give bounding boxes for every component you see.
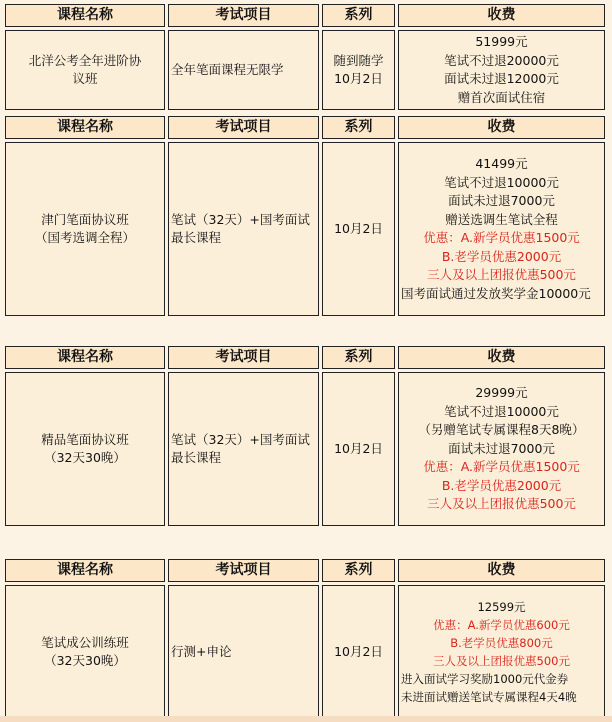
fee-line: 进入面试学习奖励1000元代金券 [401, 672, 569, 686]
course-table-2 [2, 113, 608, 319]
course-name: 精品笔面协议班（32天30晚） [5, 372, 165, 526]
fee-line: 51999元 [475, 34, 528, 49]
course-table-3 [2, 343, 608, 529]
fee-cell [398, 30, 605, 110]
header-exam-item: 考试项目 [168, 559, 319, 582]
table-header-row [5, 559, 605, 582]
header-exam-item: 考试项目 [168, 116, 319, 139]
series-cell [322, 585, 395, 719]
discount-line: B.老学员优惠800元 [450, 636, 553, 650]
fee-line: 笔试不过退10000元 [444, 174, 559, 190]
fee-line: 赠首次面试住宿 [457, 89, 546, 105]
discount-line: 优惠：A.新学员优惠600元 [433, 618, 570, 632]
table-header-row [5, 346, 605, 369]
fee-cell [398, 142, 605, 316]
table-row [5, 142, 605, 316]
header-course-name: 课程名称 [5, 4, 165, 27]
discount-line: 优惠：A.新学员优惠1500元 [423, 230, 580, 245]
fee-line: 面试未过退12000元 [444, 71, 559, 86]
discount-line: 三人及以上团报优惠500元 [433, 654, 570, 668]
exam-item: 行测+申论 [168, 585, 319, 719]
exam-item: 笔试（32天）+国考面试最长课程 [168, 372, 319, 526]
fee-line: 笔试不过退20000元 [444, 52, 559, 68]
header-course-name: 课程名称 [5, 346, 165, 369]
fee-line: 面试未过退7000元 [448, 193, 555, 208]
table-row [5, 372, 605, 526]
discount-line: 优惠：A.新学员优惠1500元 [423, 459, 580, 475]
discount-line: B.老学员优惠2000元 [441, 477, 562, 493]
header-exam-item: 考试项目 [168, 346, 319, 369]
header-series: 系列 [322, 559, 395, 582]
fee-line: 41499元 [475, 156, 528, 171]
fee-line: 29999元 [475, 385, 528, 401]
header-fee: 收费 [398, 4, 605, 27]
series-line: 10月2日 [334, 220, 383, 236]
discount-line: 三人及以上团报优惠500元 [427, 496, 576, 512]
course-name: 笔试成公训练班（32天30晚） [5, 585, 165, 719]
course-table-4 [2, 556, 608, 722]
table-row [5, 30, 605, 110]
series-line: 10月2日 [334, 440, 383, 456]
course-name: 津门笔面协议班（国考选调全程） [5, 142, 165, 316]
fee-line: 赠送选调生笔试全程 [445, 211, 558, 227]
series-cell [322, 30, 395, 110]
series-line: 10月2日 [334, 643, 383, 659]
course-table-1 [2, 1, 608, 113]
exam-item: 笔试（32天）+国考面试最长课程 [168, 142, 319, 316]
header-series: 系列 [322, 4, 395, 27]
header-series: 系列 [322, 346, 395, 369]
series-cell [322, 372, 395, 526]
table-header-row [5, 116, 605, 139]
discount-line: 三人及以上团报优惠500元 [427, 267, 576, 282]
fee-line: 笔试不过退10000元 [444, 403, 559, 419]
exam-item: 全年笔面课程无限学 [168, 30, 319, 110]
header-fee: 收费 [398, 346, 605, 369]
series-cell [322, 142, 395, 316]
bottom-strip [0, 716, 612, 722]
header-course-name: 课程名称 [5, 559, 165, 582]
fee-line: （另赠笔试专属课程8天8晚） [418, 422, 585, 438]
header-course-name: 课程名称 [5, 116, 165, 139]
fee-line: 未进面试赠送笔试专属课程4天4晚 [401, 690, 577, 704]
header-exam-item: 考试项目 [168, 4, 319, 27]
header-fee: 收费 [398, 116, 605, 139]
fee-cell [398, 372, 605, 526]
fee-line: 面试未过退7000元 [448, 440, 555, 456]
fee-line: 国考面试通过发放奖学金10000元 [401, 285, 591, 301]
fee-line: 12599元 [477, 600, 526, 614]
table-header-row [5, 4, 605, 27]
header-series: 系列 [322, 116, 395, 139]
series-line: 10月2日 [334, 71, 383, 86]
series-line: 随到随学 [333, 52, 384, 68]
course-name: 北洋公考全年进阶协议班 [5, 30, 165, 110]
discount-line: B.老学员优惠2000元 [441, 248, 562, 264]
fee-cell [398, 585, 605, 719]
table-row [5, 585, 605, 719]
header-fee: 收费 [398, 559, 605, 582]
